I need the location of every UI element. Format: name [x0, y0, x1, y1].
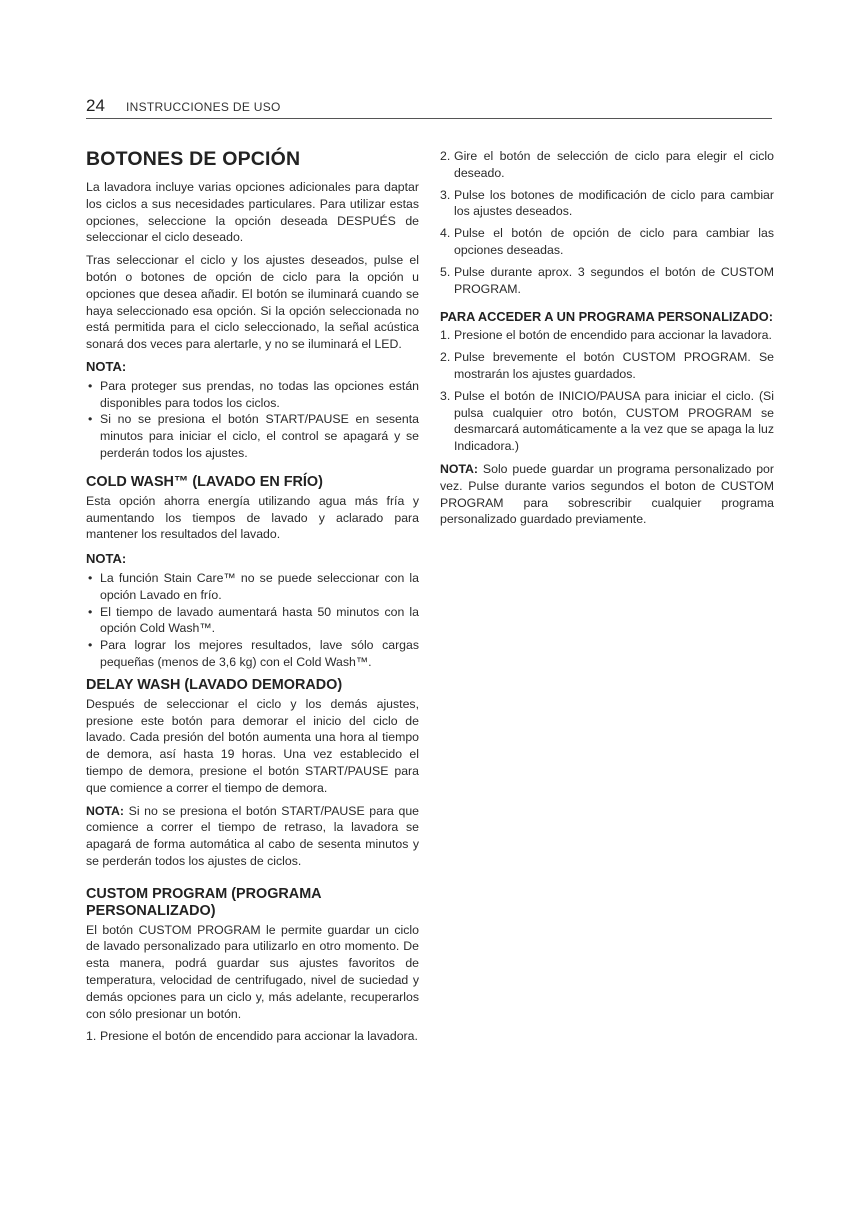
step-text: Presione el botón de encendido para accionar la lavadora.	[454, 328, 772, 343]
nota-list	[86, 378, 419, 462]
step-text: Presione el botón de encendido para accionar la lavadora.	[100, 1029, 418, 1044]
list-item	[440, 148, 774, 182]
list-item	[86, 1028, 419, 1045]
page-header	[86, 96, 772, 119]
step-number: 1.	[440, 328, 451, 343]
options-intro-2: Tras seleccionar el ciclo y los ajustes deseados, pulse el botón o botones de opción de ciclo para la opción u opciones que desea añadir. El botón se iluminará cuando se haya seleccionado esa opción. Si la opción seleccionada no está permitida para el ciclo seleccionado, la señal acústica sonará dos veces para alertarle, y no se iluminará el LED.	[86, 253, 419, 352]
delay-nota-text: Si no se presiona el botón START/PAUSE para que comience a correr el tiempo de retraso, la lavadora se apagará de forma automática al cabo de sesenta minutos y se perderán todos los ajustes de ciclos.	[86, 803, 419, 868]
step-text: Pulse brevemente el botón CUSTOM PROGRAM. Se mostrarán los ajustes guardados.	[454, 350, 774, 381]
step-number: 3.	[440, 388, 451, 403]
options-title: BOTONES DE OPCIÓN	[86, 148, 301, 170]
list-item: • Para proteger sus prendas, no todas las opciones están disponibles para todos los ciclos.	[86, 378, 419, 412]
nota-label: NOTA:	[86, 358, 127, 374]
custom-steps-continued	[440, 148, 774, 297]
access-nota	[440, 461, 774, 528]
step-number: 5.	[440, 264, 451, 279]
cold-wash-title: COLD WASH™ (LAVADO EN FRÍO)	[86, 473, 323, 490]
step-number: 4.	[440, 226, 451, 241]
list-item: • Para lograr los mejores resultados, lave sólo cargas pequeñas (menos de 3,6 kg) con el Cold Wash™.	[86, 637, 419, 671]
list-item: • La función Stain Care™ no se puede seleccionar con la opción Lavado en frío.	[86, 570, 419, 604]
list-item	[440, 187, 774, 221]
step-text: Gire el botón de selección de ciclo para elegir el ciclo deseado.	[454, 149, 774, 180]
custom-program-title: CUSTOM PROGRAM (PROGRAMA PERSONALIZADO)	[86, 885, 322, 919]
step-text: Pulse durante aprox. 3 segundos el botón de CUSTOM PROGRAM.	[454, 264, 774, 296]
list-item	[440, 388, 774, 455]
nota-label: NOTA:	[86, 803, 125, 818]
right-column	[440, 148, 774, 534]
delay-wash-title: DELAY WASH (LAVADO DEMORADO)	[86, 676, 343, 693]
step-text: Pulse el botón de opción de ciclo para cambiar las opciones deseadas.	[454, 226, 774, 257]
nota-label: NOTA:	[440, 461, 479, 476]
delay-wash-nota	[86, 803, 419, 870]
access-nota-text: Solo puede guardar un programa personalizado por vez. Pulse durante varios segundos el boton de CUSTOM PROGRAM para sobrescribir cualquier programa personalizado guardado previamente.	[440, 461, 774, 527]
step-number: 1.	[86, 1029, 97, 1044]
cold-wash-text: Esta opción ahorra energía utilizando agua más fría y aumentando los tiempos de lavado y aclarado para mantener los resultados del lavado.	[86, 493, 419, 542]
nota-label: NOTA:	[86, 551, 127, 567]
custom-steps	[86, 1028, 419, 1045]
delay-wash-text: Después de seleccionar el ciclo y los demás ajustes, presione este botón para demorar el inicio del ciclo de lavado. Cada presión del botón aumenta una hora al tiempo de demora, así hasta 19 horas. Una vez establecido el tiempo de demora, presione el botón START/PAUSE para que comience a correr el tiempo de demora.	[86, 696, 419, 795]
list-item	[440, 264, 774, 298]
options-intro-1: La lavadora incluye varias opciones adicionales para daptar los ciclos a sus necesidades particulares. Para utilizar estas opciones, seleccione la opción deseada DESPUÉS de seleccionar el ciclo deseado.	[86, 180, 419, 245]
list-item	[440, 349, 774, 383]
list-item	[440, 327, 774, 344]
nota-list	[86, 570, 419, 671]
page-number: 24	[86, 96, 105, 115]
left-column	[86, 148, 419, 1051]
section-title: INSTRUCCIONES DE USO	[126, 100, 281, 114]
list-item: • El tiempo de lavado aumentará hasta 50 minutos con la opción Cold Wash™.	[86, 604, 419, 638]
step-number: 3.	[440, 187, 451, 202]
custom-program-text: El botón CUSTOM PROGRAM le permite guardar un ciclo de lavado personalizado para utilizarlo en otro momento. De esta manera, podrá guardar sus ajustes favoritos de temperatura, velocidad de centrifugado, nivel de suciedad y demás opciones para un ciclo y, más adelante, recuperarlos con sólo presionar un botón.	[86, 922, 419, 1021]
step-text: Pulse los botones de modificación de ciclo para cambiar los ajustes deseados.	[454, 187, 774, 219]
access-program-title: PARA ACCEDER A UN PROGRAMA PERSONALIZADO:	[440, 309, 773, 325]
step-number: 2.	[440, 149, 451, 163]
list-item: • Si no se presiona el botón START/PAUSE en sesenta minutos para iniciar el ciclo, el control se apagará y se perderán todos los ajustes.	[86, 411, 419, 461]
access-steps	[440, 327, 774, 455]
step-number: 2.	[440, 350, 451, 365]
list-item	[440, 225, 774, 259]
step-text: Pulse el botón de INICIO/PAUSA para iniciar el ciclo. (Si pulsa cualquier otro botón, CUSTOM PROGRAM se desmarcará automáticamente a la vez que se apaga la luz Indicadora.)	[454, 388, 774, 454]
